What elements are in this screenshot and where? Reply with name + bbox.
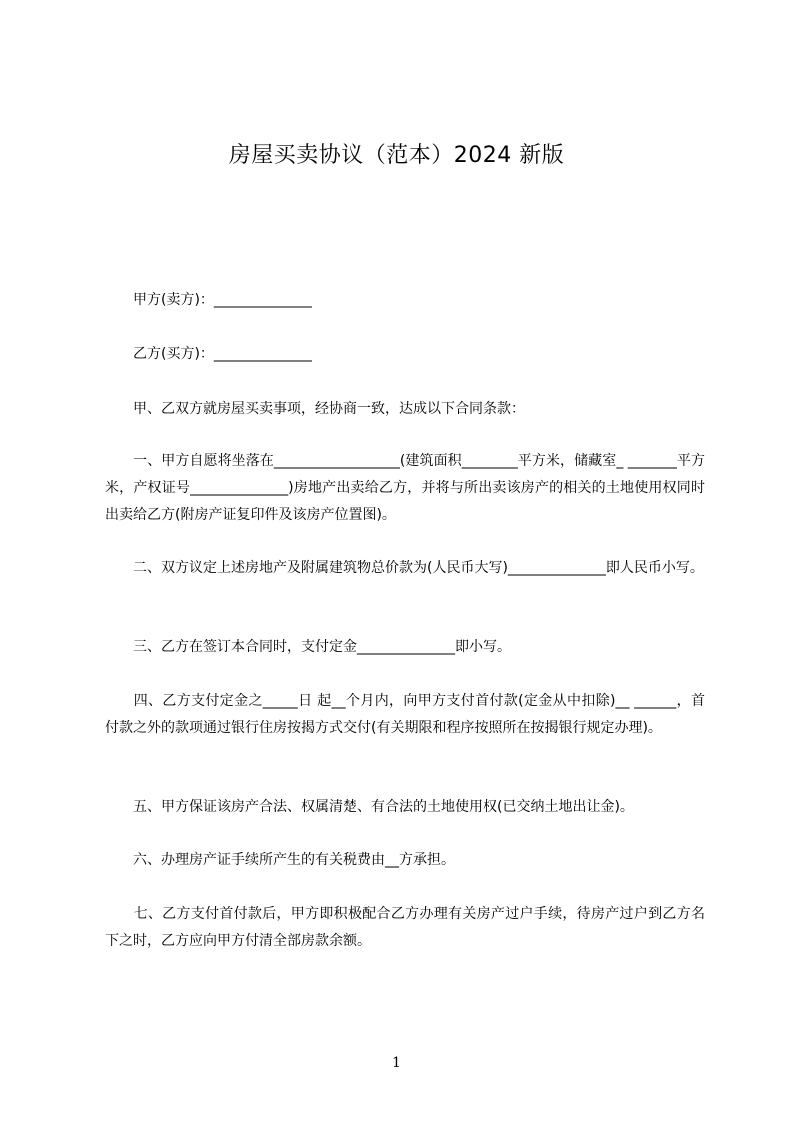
- clause-7: 七、乙方支付首付款后，甲方即积极配合乙方办理有关房产过户手续，待房产过户到乙方名下之时，乙方应向甲方付清全部房款余额。: [105, 906, 705, 949]
- document-title: 房屋买卖协议（范本）2024 新版: [228, 143, 565, 168]
- clause-5: 五、甲方保证该房产合法、权属清楚、有合法的土地使用权(已交纳土地出让金)。: [105, 799, 634, 815]
- clause-4: 四、乙方支付定金之_____日 起__个月内，向甲方支付首付款(定金从中扣除)__ ______，首付款之外的款项通过银行住房按揭方式交付(有关期限和程序按照所在按揭银行规定办理)。: [105, 693, 705, 736]
- intro-paragraph: 甲、乙双方就房屋买卖事项，经协商一致，达成以下合同条款：: [105, 401, 525, 417]
- clause-2: 二、双方议定上述房地产及附属建筑物总价款为(人民币大写)______________即人民币小写。: [105, 560, 704, 576]
- clause-1: 一、甲方自愿将坐落在__________________(建筑面积________平方米，储藏室_ _______平方米，产权证号______________)房地产出卖给乙方，并将与所出卖该房产的相关的土地使用权同时出卖给乙方(附房产证复印件及该房产位置图)。: [105, 453, 705, 523]
- party-b-line: 乙方(买方)：______________: [105, 346, 312, 362]
- party-a-line: 甲方(卖方)：______________: [105, 292, 312, 308]
- clause-3: 三、乙方在签订本合同时，支付定金______________即小写。: [105, 639, 511, 655]
- clause-6: 六、办理房产证手续所产生的有关税费由__方承担。: [105, 852, 455, 868]
- page-number: 1: [392, 1055, 401, 1071]
